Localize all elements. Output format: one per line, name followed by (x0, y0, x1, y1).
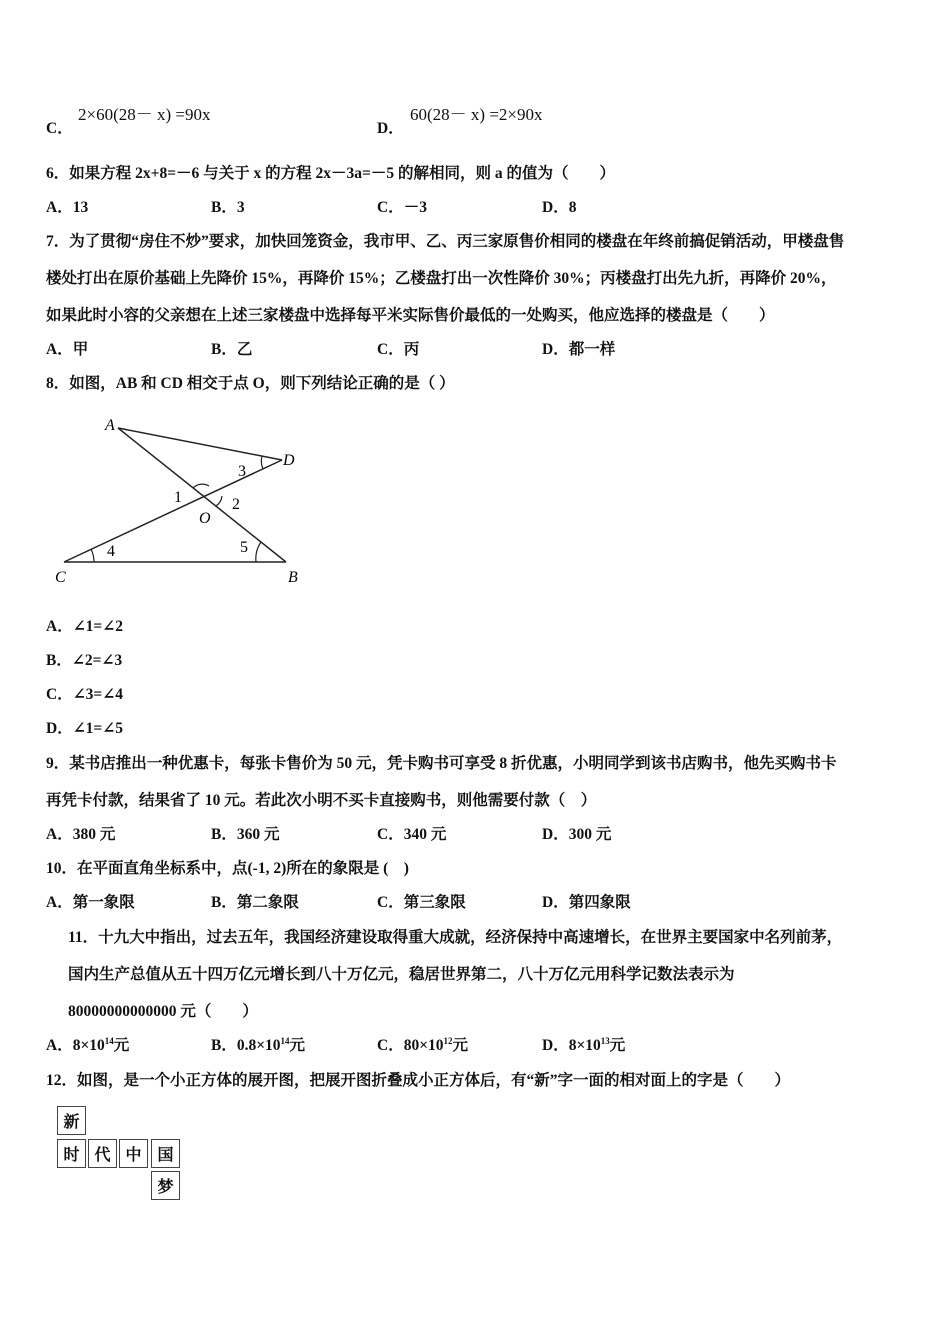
cube-face: 时 (57, 1139, 86, 1168)
cube-face: 中 (119, 1139, 148, 1168)
q5-option-c-label: C． (46, 120, 73, 137)
angle-label-1: 1 (174, 489, 182, 506)
point-label-a: A (105, 417, 115, 434)
q5-option-c-formula: 2×60(28－ x) =90x (78, 105, 211, 124)
angle-label-2: 2 (232, 496, 240, 513)
point-label-o: O (199, 510, 211, 527)
q9-option-b: B．360 元 (211, 826, 280, 843)
q10-stem: 10．在平面直角坐标系中，点(-1, 2)所在的象限是 ( ) (46, 860, 409, 877)
cube-face-top: 新 (57, 1106, 86, 1135)
q6-option-d: D．8 (542, 199, 577, 216)
q10-option-d: D．第四象限 (542, 894, 631, 911)
q6-stem: 6．如果方程 2x+8=－6 与关于 x 的方程 2x－3a=－5 的解相同，则 a 的值为（ ） (46, 165, 615, 182)
q5-option-d-label: D． (377, 120, 404, 137)
arc-angle-5 (256, 542, 261, 562)
arc-angle-4 (91, 549, 94, 562)
q11-option-a: A．$8\times 10^{14}$元 (46, 1036, 130, 1054)
q7-option-c: C．丙 (377, 341, 420, 358)
point-label-c: C (55, 569, 66, 586)
segment-cd (64, 460, 282, 562)
q7-stem-line2: 楼处打出在原价基础上先降价 15%，再降价 15%；乙楼盘打出一次性降价 30%；丙楼盘打出先九折，再降价 20%， (46, 270, 837, 287)
q11-option-b: B．$0.8\times 10^{14}$元 (211, 1036, 306, 1054)
arc-angle-3 (261, 456, 263, 469)
q9-option-a: A．380 元 (46, 826, 116, 843)
q10-option-c: C．第三象限 (377, 894, 466, 911)
q6-option-a: A．13 (46, 199, 89, 216)
q7-option-a: A．甲 (46, 341, 89, 358)
arc-angle-1 (193, 484, 209, 488)
q10-option-b: B．第二象限 (211, 894, 299, 911)
q9-option-d: D．300 元 (542, 826, 612, 843)
q9-option-c: C．340 元 (377, 826, 447, 843)
q9-stem-line1: 9．某书店推出一种优惠卡，每张卡售价为 50 元，凭卡购书可享受 8 折优惠，小明同学到该书店购书，他先买购书卡 (46, 755, 837, 772)
q9-stem-line2: 再凭卡付款，结果省了 10 元。若此次小明不买卡直接购书，则他需要付款（ ） (46, 792, 597, 809)
point-label-b: B (288, 569, 298, 586)
q8-option-c: C．∠3=∠4 (46, 686, 124, 703)
angle-label-5: 5 (240, 539, 248, 556)
q8-figure (50, 410, 320, 595)
point-label-d: D (283, 452, 295, 469)
q7-option-d: D．都一样 (542, 341, 616, 358)
cube-face: 代 (88, 1139, 117, 1168)
q10-option-a: A．第一象限 (46, 894, 135, 911)
q8-option-b: B．∠2=∠3 (46, 652, 123, 669)
q11-stem-line2: 国内生产总值从五十四万亿元增长到八十万亿元，稳居世界第二，八十万亿元用科学记数法表示为 (68, 966, 735, 983)
q7-stem-line1: 7．为了贯彻“房住不炒”要求，加快回笼资金，我市甲、乙、丙三家原售价相同的楼盘在年终前搞促销活动，甲楼盘售 (46, 233, 845, 250)
q6-option-b: B．3 (211, 199, 245, 216)
segment-ad (118, 428, 282, 460)
q11-stem-line1: 11．十九大中指出，过去五年，我国经济建设取得重大成就，经济保持中高速增长，在世界主要国家中名列前茅， (68, 929, 843, 946)
q12-cube-net (55, 1106, 185, 1202)
q8-stem: 8．如图，AB 和 CD 相交于点 O，则下列结论正确的是（ ） (46, 375, 455, 392)
angle-label-3: 3 (238, 463, 246, 480)
q7-option-b: B．乙 (211, 341, 253, 358)
q6-option-c: C．－3 (377, 199, 427, 216)
arc-angle-2 (216, 496, 222, 506)
q8-option-a: A．∠1=∠2 (46, 618, 124, 635)
q11-stem-line3: 80000000000000 元（ ） (68, 1003, 258, 1020)
cube-face: 国 (151, 1139, 180, 1168)
q12-stem: 12．如图，是一个小正方体的展开图，把展开图折叠成小正方体后，有“新”字一面的相对面上的字是（ ） (46, 1072, 791, 1089)
cube-face-bottom: 梦 (151, 1171, 180, 1200)
angle-label-4: 4 (107, 543, 115, 560)
q5-option-d-formula: 60(28－ x) =2×90x (410, 105, 543, 124)
q8-option-d: D．∠1=∠5 (46, 720, 124, 737)
q7-stem-line3: 如果此时小容的父亲想在上述三家楼盘中选择每平米实际售价最低的一处购买，他应选择的楼盘是（ ） (46, 307, 775, 324)
q11-option-c: C．$80\times 10^{12}$元 (377, 1036, 469, 1054)
q11-option-d: D．$8\times 10^{13}$元 (542, 1036, 626, 1054)
